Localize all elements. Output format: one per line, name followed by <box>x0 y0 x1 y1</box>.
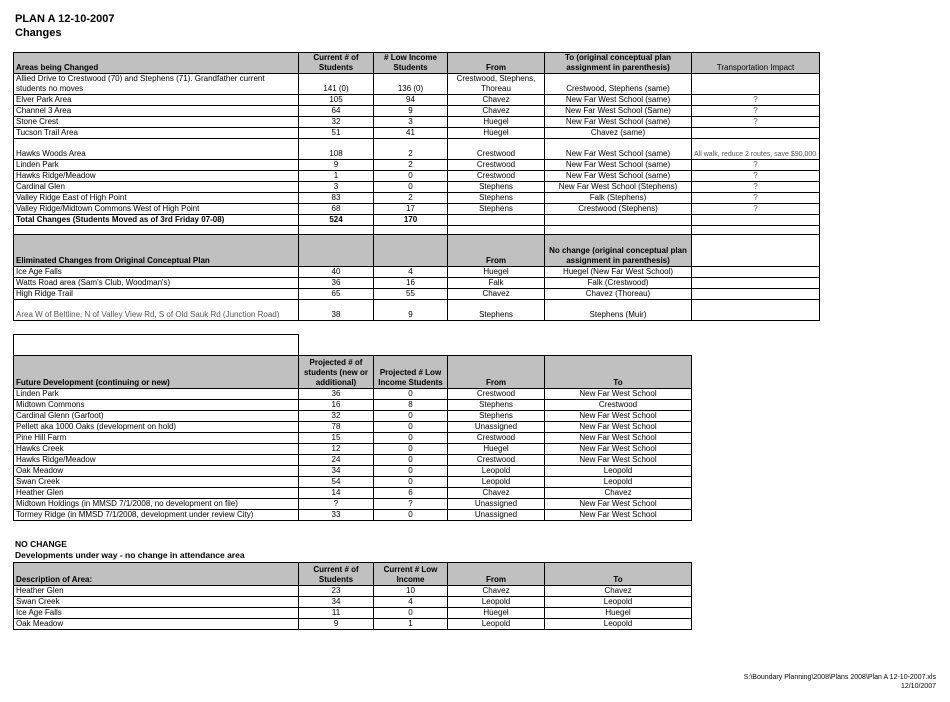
page-subtitle: Changes <box>15 27 62 39</box>
changes-header-row <box>14 53 820 74</box>
table-row: Cardinal Glen 3 0 Stephens New Far West School (Stephens) ? <box>14 182 820 193</box>
no-change-header-row <box>14 563 692 586</box>
no-change-title: NO CHANGE <box>15 539 67 549</box>
table-row: Heather Glen 23 10 Chavez Chavez <box>14 586 692 597</box>
table-row: Oak Meadow 9 1 Leopold Leopold <box>14 619 692 630</box>
header-eliminated: Eliminated Changes from Original Conceptual Plan <box>14 235 299 267</box>
header-projected-low: Projected # Low Income Students <box>374 356 448 389</box>
table-row: Midtown Commons 16 8 Stephens Crestwood <box>14 400 692 411</box>
table-row: Hawks Creek 12 0 Huegel New Far West School <box>14 444 692 455</box>
file-path: S:\Boundary Planning\2008\Plans 2008\Plan A 12-10-2007.xls <box>743 674 936 681</box>
header-from: From <box>448 235 545 267</box>
header-current: Current # of Students <box>299 563 374 586</box>
file-date: 12/10/2007 <box>900 683 936 690</box>
no-change-subtitle: Developments under way - no change in attendance area <box>15 550 245 560</box>
table-row: Valley Ridge/Midtown Commons West of High Point 68 17 Stephens Crestwood (Stephens) ? <box>14 204 820 215</box>
table-row: Oak Meadow 34 0 Leopold Leopold <box>14 466 692 477</box>
table-row: Stone Crest 32 3 Huegel New Far West School (same) ? <box>14 117 820 128</box>
file-footer <box>744 673 936 691</box>
table-row: Pellett aka 1000 Oaks (development on hold) 78 0 Unassigned New Far West School <box>14 422 692 433</box>
header-future: Future Development (continuing or new) <box>14 356 299 389</box>
table-row: Valley Ridge East of High Point 83 2 Stephens Falk (Stephens) ? <box>14 193 820 204</box>
header-to: To (original conceptual plan assignment in parenthesis) <box>545 53 692 74</box>
table-row: Linden Park 9 2 Crestwood New Far West School (same) ? <box>14 160 820 171</box>
table-row: Tucson Trail Area 51 41 Huegel Chavez (same) <box>14 128 820 139</box>
table-row: Hawks Ridge/Meadow 1 0 Crestwood New Far West School (same) ? <box>14 171 820 182</box>
table-row: Tormey Ridge (in MMSD 7/1/2008, development under review City) 33 0 Unassigned New Far West School <box>14 510 692 521</box>
table-row: Swan Creek 34 4 Leopold Leopold <box>14 597 692 608</box>
changes-table <box>13 52 820 321</box>
table-row: Swan Creek 54 0 Leopold Leopold <box>14 477 692 488</box>
header-to: To <box>545 356 692 389</box>
header-current: Current # of Students <box>299 53 374 74</box>
total-row: Total Changes (Students Moved as of 3rd Friday 07-08) 524 170 <box>14 215 820 226</box>
header-low-income: Current # Low Income <box>374 563 448 586</box>
table-row: Watts Road area (Sam's Club, Woodman's) 36 16 Falk Falk (Crestwood) <box>14 278 820 289</box>
eliminated-header-row <box>14 235 820 267</box>
table-row: Allied Drive to Crestwood (70) and Stephens (71). Grandfather current students no moves 141 (0) 136 (0) Crestwood, Stephens, Thoreau Crestwood, Stephens (same) <box>14 74 820 95</box>
header-transport: Transportation Impact <box>692 53 820 74</box>
future-table <box>13 334 692 521</box>
table-row: Hawks Ridge/Meadow 24 0 Crestwood New Far West School <box>14 455 692 466</box>
future-header-row <box>14 356 692 389</box>
table-row: High Ridge Trail 65 55 Chavez Chavez (Thoreau) <box>14 289 820 300</box>
table-row: Channel 3 Area 64 9 Chavez New Far West School (Same) ? <box>14 106 820 117</box>
table-row: Elver Park Area 105 94 Chavez New Far West School (same) ? <box>14 95 820 106</box>
header-from: From <box>448 356 545 389</box>
table-row: Ice Age Falls 11 0 Huegel Huegel <box>14 608 692 619</box>
header-projected: Projected # of students (new or additional) <box>299 356 374 389</box>
table-row: Ice Age Falls 40 4 Huegel Huegel (New Far West School) <box>14 267 820 278</box>
table-row: Heather Glen 14 6 Chavez Chavez <box>14 488 692 499</box>
table-row: Pine Hill Farm 15 0 Crestwood New Far West School <box>14 433 692 444</box>
header-from: From <box>448 563 545 586</box>
table-row: Linden Park 36 0 Crestwood New Far West School <box>14 389 692 400</box>
header-to: To <box>545 563 692 586</box>
table-row: Area W of Beltline, N of Valley View Rd, S of Old Sauk Rd (Junction Road) 38 9 Stephens Stephens (Muir) <box>14 300 820 321</box>
header-areas: Areas being Changed <box>14 53 299 74</box>
page-title: PLAN A 12-10-2007 <box>15 13 115 25</box>
header-from: From <box>448 53 545 74</box>
no-change-table <box>13 562 692 630</box>
header-low-income: # Low Income Students <box>374 53 448 74</box>
table-row: Midtown Holdings (in MMSD 7/1/2008, no development on file) ? ? Unassigned New Far West School <box>14 499 692 510</box>
header-no-change: No change (original conceptual plan assignment in parenthesis) <box>545 235 692 267</box>
header-description: Description of Area: <box>14 563 299 586</box>
transport-note: All walk, reduce 2 routes, save $90,000 <box>692 139 820 160</box>
table-row: Hawks Woods Area 108 2 Crestwood New Far West School (same) All walk, reduce 2 routes, save $90,000 <box>14 139 820 160</box>
table-row: Cardinal Glenn (Garfoot) 32 0 Stephens New Far West School <box>14 411 692 422</box>
